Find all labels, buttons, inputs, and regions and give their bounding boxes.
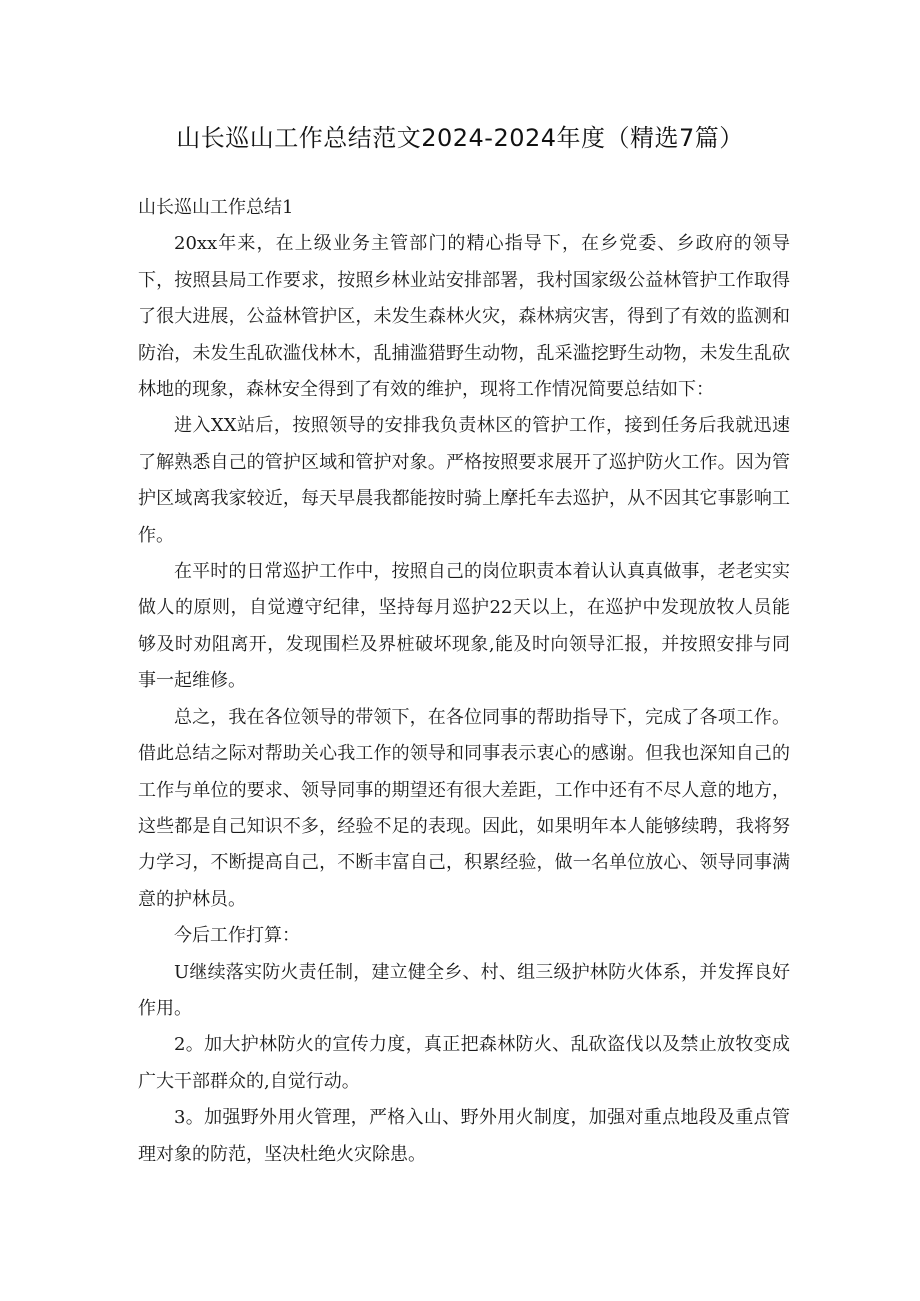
plan-item-1: U继续落实防火责任制，建立健全乡、村、组三级护林防火体系，并发挥良好作用。 (138, 961, 790, 1019)
document-title: 山长巡山工作总结范文2024-2024年度（精选7篇） (176, 124, 744, 152)
document-body (138, 190, 790, 1173)
paragraph-future-plan-heading: 今后工作打算： (174, 925, 300, 947)
section-heading: 山长巡山工作总结1 (138, 197, 294, 218)
plan-item-3: 3。加强野外用火管理，严格入山、野外用火制度，加强对重点地段及重点管理对象的防范，坚决杜绝火灾除患。 (138, 1107, 790, 1165)
paragraph-daily-patrol: 在平时的日常巡护工作中，按照自己的岗位职责本着认认真真做事，老老实实做人的原则，自觉遵守纪律，坚持每月巡护22天以上，在巡护中发现放牧人员能够及时劝阻离开，发现围栏及界桩破坏现象,能及时向领导汇报，并按照安排与同事一起维修。 (138, 561, 790, 692)
plan-item-2: 2。加大护林防火的宣传力度，真正把森林防火、乱砍盗伐以及禁止放牧变成广大干部群众的,自觉行动。 (138, 1034, 790, 1092)
paragraph-summary: 总之，我在各位领导的带领下，在各位同事的帮助指导下，完成了各项工作。借此总结之际对帮助关心我工作的领导和同事表示衷心的感谢。但我也深知自己的工作与单位的要求、领导同事的期望还有很大差距，工作中还有不尽人意的地方，这些都是自己知识不多，经验不足的表现。因此，如果明年本人能够续聘，我将努力学习，不断提高自己，不断丰富自己，积累经验，做一名单位放心、领导同事满意的护林员。 (138, 706, 790, 910)
paragraph-station: 进入XX站后，按照领导的安排我负责林区的管护工作，接到任务后我就迅速了解熟悉自己的管护区域和管护对象。严格按照要求展开了巡护防火工作。因为管护区域离我家较近，每天早晨我都能按时骑上摩托车去巡护，从不因其它事影响工作。 (138, 415, 790, 546)
paragraph-intro: 20xx年来，在上级业务主管部门的精心指导下，在乡党委、乡政府的领导下，按照县局工作要求，按照乡林业站安排部署，我村国家级公益林管护工作取得了很大进展，公益林管护区，未发生森林火灾，森林病灾害，得到了有效的监测和防治，未发生乱砍滥伐林木，乱捕滥猎野生动物，乱采滥挖野生动物，未发生乱砍林地的现象，森林安全得到了有效的维护，现将工作情况简要总结如下： (138, 233, 790, 401)
